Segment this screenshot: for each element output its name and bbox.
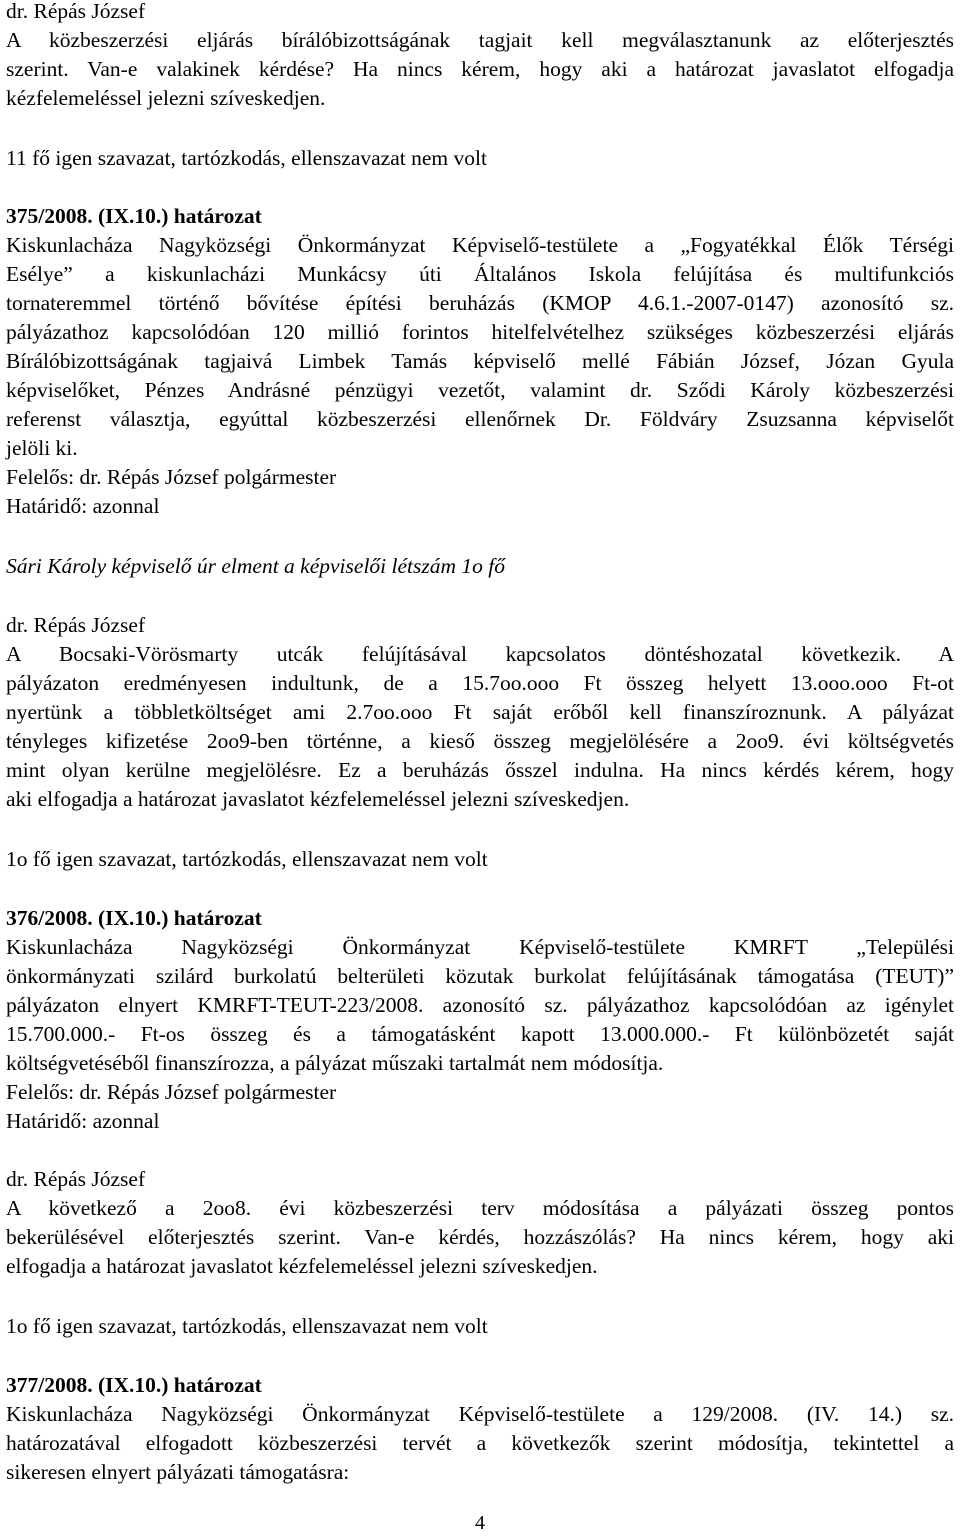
paragraph-line: jelöli ki. <box>6 436 78 460</box>
paragraph-line: pályázaton eredményesen indultunk, de a 15.7oo.ooo Ft összeg helyett 13.ooo.ooo Ft-ot <box>6 671 954 695</box>
vote-result: 11 fő igen szavazat, tartózkodás, ellenszavazat nem volt <box>6 146 487 170</box>
paragraph-line: önkormányzati szilárd burkolatú belterületi közutak burkolat felújításának támogatása (TEUT)” <box>6 964 954 988</box>
speaker-name: dr. Répás József <box>6 1167 146 1191</box>
responsible-person: Felelős: dr. Répás József polgármester <box>6 1080 337 1104</box>
attendance-note: Sári Károly képviselő úr elment a képviselői létszám 1o fő <box>6 554 505 578</box>
speaker-name: dr. Répás József <box>6 0 146 23</box>
page-number: 4 <box>475 1512 485 1534</box>
paragraph-line: szerint. Van-e valakinek kérdése? Ha nincs kérem, hogy aki a határozat javaslatot elfogadja <box>6 57 954 81</box>
paragraph-line: Kiskunlacháza Nagyközségi Önkormányzat Képviselő-testülete KMRFT „Települési <box>6 935 954 959</box>
paragraph-line: bekerülésével előterjesztés szerint. Van-e kérdés, hozzászólás? Ha nincs kérem, hogy aki <box>6 1225 954 1249</box>
paragraph-line: tényleges kifizetése 2oo9-ben történne, a kieső összeg megjelölésére a 2oo9. évi költségvetés <box>6 729 954 753</box>
paragraph-line: mint olyan kerülne megjelölésre. Ez a beruházás ősszel indulna. Ha nincs kérdés kérem, hogy <box>6 758 954 782</box>
paragraph-line: nyertünk a többletköltséget ami 2.7oo.ooo Ft saját erőből kell finanszíroznunk. A pályázat <box>6 700 954 724</box>
paragraph-line: költségvetéséből finanszírozza, a pályázat műszaki tartalmát nem módosítja. <box>6 1051 664 1075</box>
paragraph-line: Esélye” a kiskunlacházi Munkácsy úti Általános Iskola felújítása és multifunkciós <box>6 262 954 286</box>
paragraph-line: pályázaton elnyert KMRFT-TEUT-223/2008. azonosító sz. pályázathoz kapcsolódóan az igénylet <box>6 993 954 1017</box>
paragraph-line: pályázathoz kapcsolódóan 120 millió forintos hitelfelvételhez szükséges közbeszerzési eljárás <box>6 320 954 344</box>
paragraph-line: Kiskunlacháza Nagyközségi Önkormányzat Képviselő-testülete a „Fogyatékkal Élők Térségi <box>6 233 954 257</box>
paragraph-line: 15.700.000.- Ft-os összeg és a támogatásként kapott 13.000.000.- Ft különbözetét saját <box>6 1022 954 1046</box>
resolution-title: 375/2008. (IX.10.) határozat <box>6 204 262 228</box>
paragraph-line: Kiskunlacháza Nagyközségi Önkormányzat Képviselő-testülete a 129/2008. (IV. 14.) sz. <box>6 1402 954 1426</box>
paragraph-line: sikeresen elnyert pályázati támogatásra: <box>6 1460 350 1484</box>
paragraph-line: határozatával elfogadott közbeszerzési tervét a következők szerint módosítja, tekintettel a <box>6 1431 954 1455</box>
paragraph-line: elfogadja a határozat javaslatot kézfelemeléssel jelezni szíveskedjen. <box>6 1254 598 1278</box>
paragraph-line: Bírálóbizottságának tagjaivá Limbek Tamás képviselő mellé Fábián József, Józan Gyula <box>6 349 954 373</box>
vote-result: 1o fő igen szavazat, tartózkodás, ellenszavazat nem volt <box>6 1314 488 1338</box>
paragraph-line: kézfelemeléssel jelezni szíveskedjen. <box>6 86 326 110</box>
deadline: Határidő: azonnal <box>6 494 160 518</box>
paragraph-line: A közbeszerzési eljárás bírálóbizottságának tagjait kell megválasztanunk az előterjesztés <box>6 28 954 52</box>
resolution-title: 377/2008. (IX.10.) határozat <box>6 1373 262 1397</box>
resolution-title: 376/2008. (IX.10.) határozat <box>6 906 262 930</box>
paragraph-line: A következő a 2oo8. évi közbeszerzési terv módosítása a pályázati összeg pontos <box>6 1196 954 1220</box>
responsible-person: Felelős: dr. Répás József polgármester <box>6 465 337 489</box>
paragraph-line: referenst választja, egyúttal közbeszerzési ellenőrnek Dr. Földváry Zsuzsanna képviselőt <box>6 407 954 431</box>
paragraph-line: aki elfogadja a határozat javaslatot kézfelemeléssel jelezni szíveskedjen. <box>6 787 630 811</box>
paragraph-line: tornateremmel történő bővítése építési beruházás (KMOP 4.6.1.-2007-0147) azonosító sz. <box>6 291 954 315</box>
paragraph-line: képviselőket, Pénzes Andrásné pénzügyi vezetőt, valamint dr. Sződi Károly közbeszerzési <box>6 378 954 402</box>
paragraph-line: A Bocsaki-Vörösmarty utcák felújításával kapcsolatos döntéshozatal következik. A <box>6 642 954 666</box>
deadline: Határidő: azonnal <box>6 1109 160 1133</box>
speaker-name: dr. Répás József <box>6 613 146 637</box>
vote-result: 1o fő igen szavazat, tartózkodás, ellenszavazat nem volt <box>6 847 488 871</box>
